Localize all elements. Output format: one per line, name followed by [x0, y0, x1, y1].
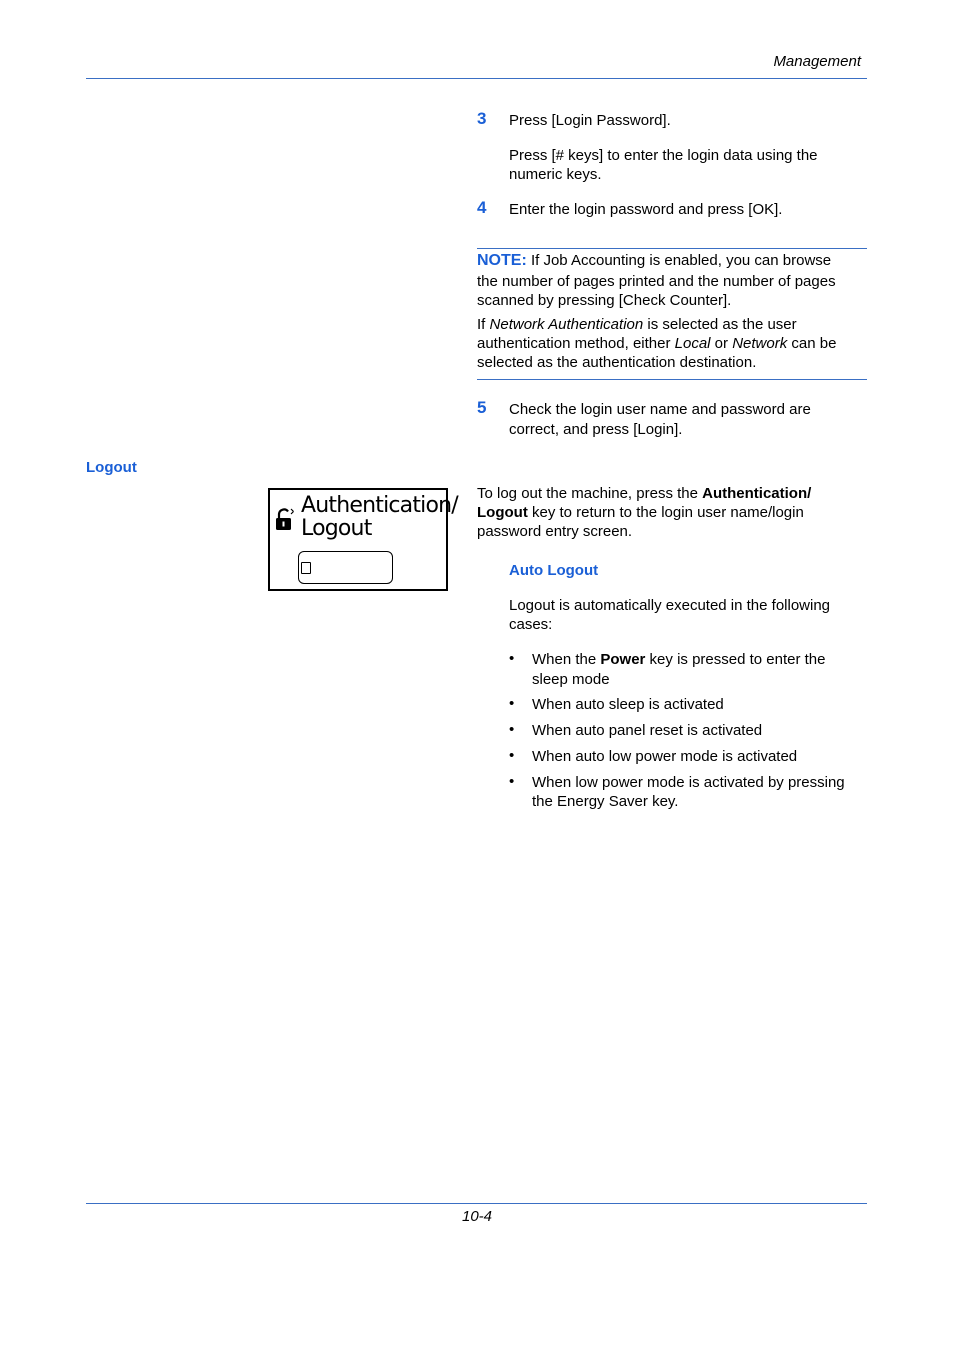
note-paragraph-1-line3: scanned by pressing [Check Counter]. [477, 292, 732, 309]
note-bottom-rule [477, 379, 867, 380]
bullet-3-dot: • [509, 721, 515, 738]
step-5-text-line1: Check the login user name and password are [509, 401, 811, 418]
note-paragraph-2-line3: selected as the authentication destination. [477, 354, 757, 371]
note-paragraph-1-line1 [477, 251, 831, 271]
note-label: NOTE: [477, 252, 527, 269]
bullet-1-line1 [532, 650, 826, 670]
panel-key-label-line2: Logout [301, 516, 372, 541]
logout-text-line3: password entry screen. [477, 523, 633, 540]
footer-rule [86, 1203, 867, 1204]
note-p2-local: Local [674, 335, 711, 352]
panel-key-label-line1: Authentication/ [301, 493, 458, 518]
logout-heading: Logout [86, 459, 137, 476]
step-3-sub-text-line2: numeric keys. [509, 166, 602, 183]
bullet-5-dot: • [509, 773, 515, 790]
note-paragraph-2-line2 [477, 334, 836, 354]
logout-l2-text: key to return to the login user name/login [527, 504, 804, 521]
note-p1-line1-text: If Job Accounting is enabled, you can browse [526, 252, 832, 269]
step-4-text: Enter the login password and press [OK]. [509, 201, 783, 218]
logout-l1-bold: Authentication/ [702, 485, 812, 502]
note-top-rule [477, 248, 867, 249]
panel-key-button [298, 551, 393, 584]
note-paragraph-2-line1 [477, 315, 797, 335]
step-5-text-line2: correct, and press [Login]. [509, 421, 683, 438]
bullet-1-text-c: key is pressed to enter the [645, 651, 826, 668]
unlock-icon [275, 508, 295, 532]
header-rule [86, 78, 867, 79]
bullet-1-text-a: When the [532, 651, 601, 668]
note-p2-l2-text-a: authentication method, either [477, 335, 675, 352]
bullet-1-power: Power [600, 651, 646, 668]
auto-logout-intro-line2: cases: [509, 616, 553, 633]
note-p2-l2-text-c: or [710, 335, 733, 352]
note-p2-network: Network [732, 335, 788, 352]
bullet-1-line2: sleep mode [532, 671, 610, 688]
panel-key-indicator [301, 562, 311, 574]
bullet-2-dot: • [509, 695, 515, 712]
bullet-2: When auto sleep is activated [532, 696, 724, 713]
page-number: 10-4 [461, 1208, 493, 1225]
note-paragraph-1-line2: the number of pages printed and the number of pages [477, 273, 836, 290]
note-p2-l2-text-e: can be [787, 335, 837, 352]
logout-l2-bold: Logout [477, 504, 528, 521]
note-p2-text-c: is selected as the user [643, 316, 797, 333]
bullet-5-line2: the Energy Saver key. [532, 793, 679, 810]
bullet-1-dot: • [509, 650, 515, 667]
note-p2-network-authentication: Network Authentication [489, 316, 644, 333]
auto-logout-intro-line1: Logout is automatically executed in the following [509, 597, 831, 614]
running-header: Management [773, 53, 861, 70]
step-number-3: 3 [477, 109, 487, 128]
step-3-text: Press [Login Password]. [509, 112, 671, 129]
authentication-logout-key-illustration [268, 488, 458, 591]
logout-l1-text: To log out the machine, press the [477, 485, 703, 502]
logout-text-line2 [477, 503, 804, 523]
step-number-4: 4 [477, 198, 487, 217]
bullet-3: When auto panel reset is activated [532, 722, 763, 739]
note-p2-text-a: If [477, 316, 490, 333]
bullet-4-dot: • [509, 747, 515, 764]
step-3-sub-text-line1: Press [# keys] to enter the login data using the [509, 147, 818, 164]
auto-logout-heading: Auto Logout [509, 562, 599, 579]
logout-text-line1 [477, 484, 811, 504]
panel-key-label [301, 494, 458, 540]
bullet-5-line1: When low power mode is activated by pressing [532, 774, 845, 791]
step-number-5: 5 [477, 398, 487, 417]
bullet-4: When auto low power mode is activated [532, 748, 798, 765]
